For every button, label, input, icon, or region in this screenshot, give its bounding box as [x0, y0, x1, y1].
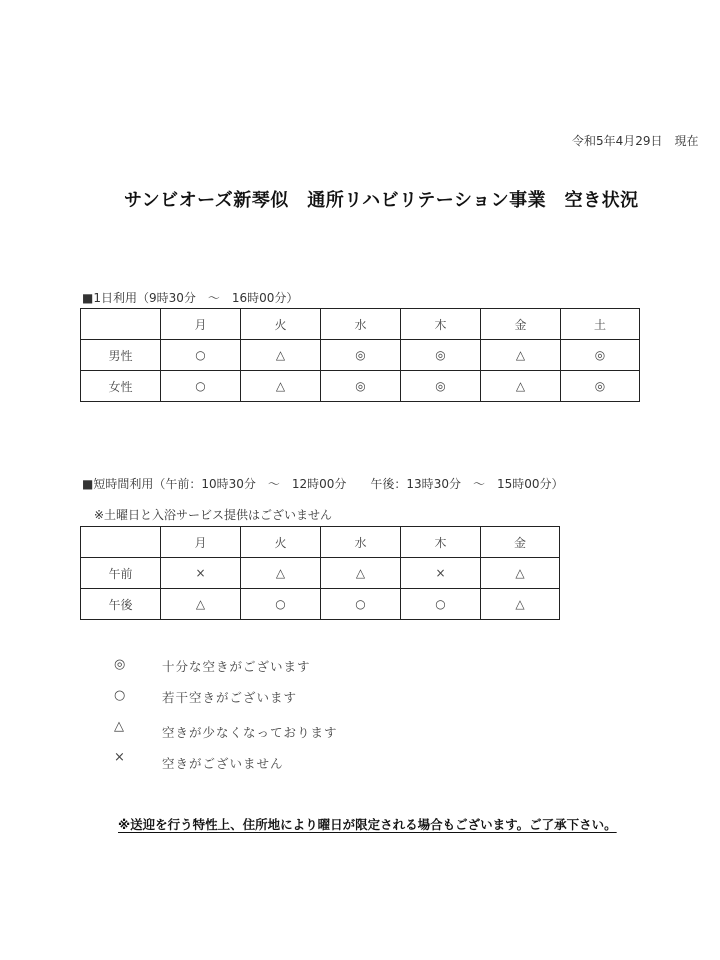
table-row [81, 371, 640, 402]
table-row [81, 589, 560, 620]
availability-cell: ○ [401, 589, 481, 620]
table-header-row [81, 309, 640, 340]
row-label-morning: 午前 [81, 558, 161, 589]
availability-cell: ○ [161, 340, 241, 371]
availability-cell: × [401, 558, 481, 589]
section1-heading: ■1日利用（9時30分 ～ 16時00分） [82, 291, 299, 305]
availability-cell: ◎ [401, 340, 481, 371]
date-label: 令和5年4月29日 現在 [572, 134, 699, 148]
availability-cell: △ [481, 558, 560, 589]
table-row [81, 340, 640, 371]
legend-symbol-none: × [114, 750, 125, 765]
availability-cell: ○ [241, 589, 321, 620]
availability-cell: △ [241, 371, 321, 402]
availability-cell: ◎ [321, 371, 401, 402]
availability-cell: △ [481, 340, 561, 371]
row-label-male: 男性 [81, 340, 161, 371]
table-header-row [81, 527, 560, 558]
header-cell-mon: 月 [161, 309, 241, 340]
availability-cell: △ [241, 558, 321, 589]
legend-symbol-some: ○ [114, 688, 126, 703]
section2-note: ※土曜日と入浴サービス提供はございません [94, 508, 333, 522]
header-cell-tue: 火 [241, 309, 321, 340]
availability-cell: ◎ [561, 371, 640, 402]
header-cell-sat: 土 [561, 309, 640, 340]
header-cell-thu: 木 [401, 309, 481, 340]
section2-heading: ■短時間利用（午前：10時30分 ～ 12時00分 午後：13時30分 ～ 15時00分） [82, 477, 564, 491]
row-label-female: 女性 [81, 371, 161, 402]
availability-cell: ◎ [561, 340, 640, 371]
availability-cell: ◎ [321, 340, 401, 371]
availability-cell: △ [241, 340, 321, 371]
header-cell-corner [81, 309, 161, 340]
availability-cell: △ [481, 371, 561, 402]
header-cell-fri: 金 [481, 309, 561, 340]
legend-symbol-plenty: ◎ [114, 657, 126, 672]
page-title: サンビオーズ新琴似 通所リハビリテーション事業 空き状況 [124, 190, 639, 211]
availability-cell: △ [481, 589, 560, 620]
availability-cell: × [161, 558, 241, 589]
availability-cell: ○ [161, 371, 241, 402]
row-label-afternoon: 午後 [81, 589, 161, 620]
legend-text-some: 若干空きがございます [162, 690, 298, 705]
legend-text-plenty: 十分な空きがございます [162, 659, 311, 674]
availability-cell: ◎ [401, 371, 481, 402]
header-cell-corner [81, 527, 161, 558]
header-cell-thu: 木 [401, 527, 481, 558]
legend-text-none: 空きがございません [162, 756, 284, 771]
header-cell-tue: 火 [241, 527, 321, 558]
transport-notice: ※送迎を行う特性上、住所地により曜日が限定される場合もございます。ご了承下さい。 [118, 817, 617, 832]
short-stay-availability-table [80, 526, 560, 620]
legend-text-few: 空きが少なくなっております [162, 725, 338, 740]
availability-cell: △ [161, 589, 241, 620]
daily-availability-table [80, 308, 640, 402]
availability-cell: △ [321, 558, 401, 589]
header-cell-mon: 月 [161, 527, 241, 558]
header-cell-wed: 水 [321, 309, 401, 340]
legend-symbol-few: △ [114, 719, 124, 734]
header-cell-fri: 金 [481, 527, 560, 558]
table-row [81, 558, 560, 589]
availability-cell: ○ [321, 589, 401, 620]
header-cell-wed: 水 [321, 527, 401, 558]
